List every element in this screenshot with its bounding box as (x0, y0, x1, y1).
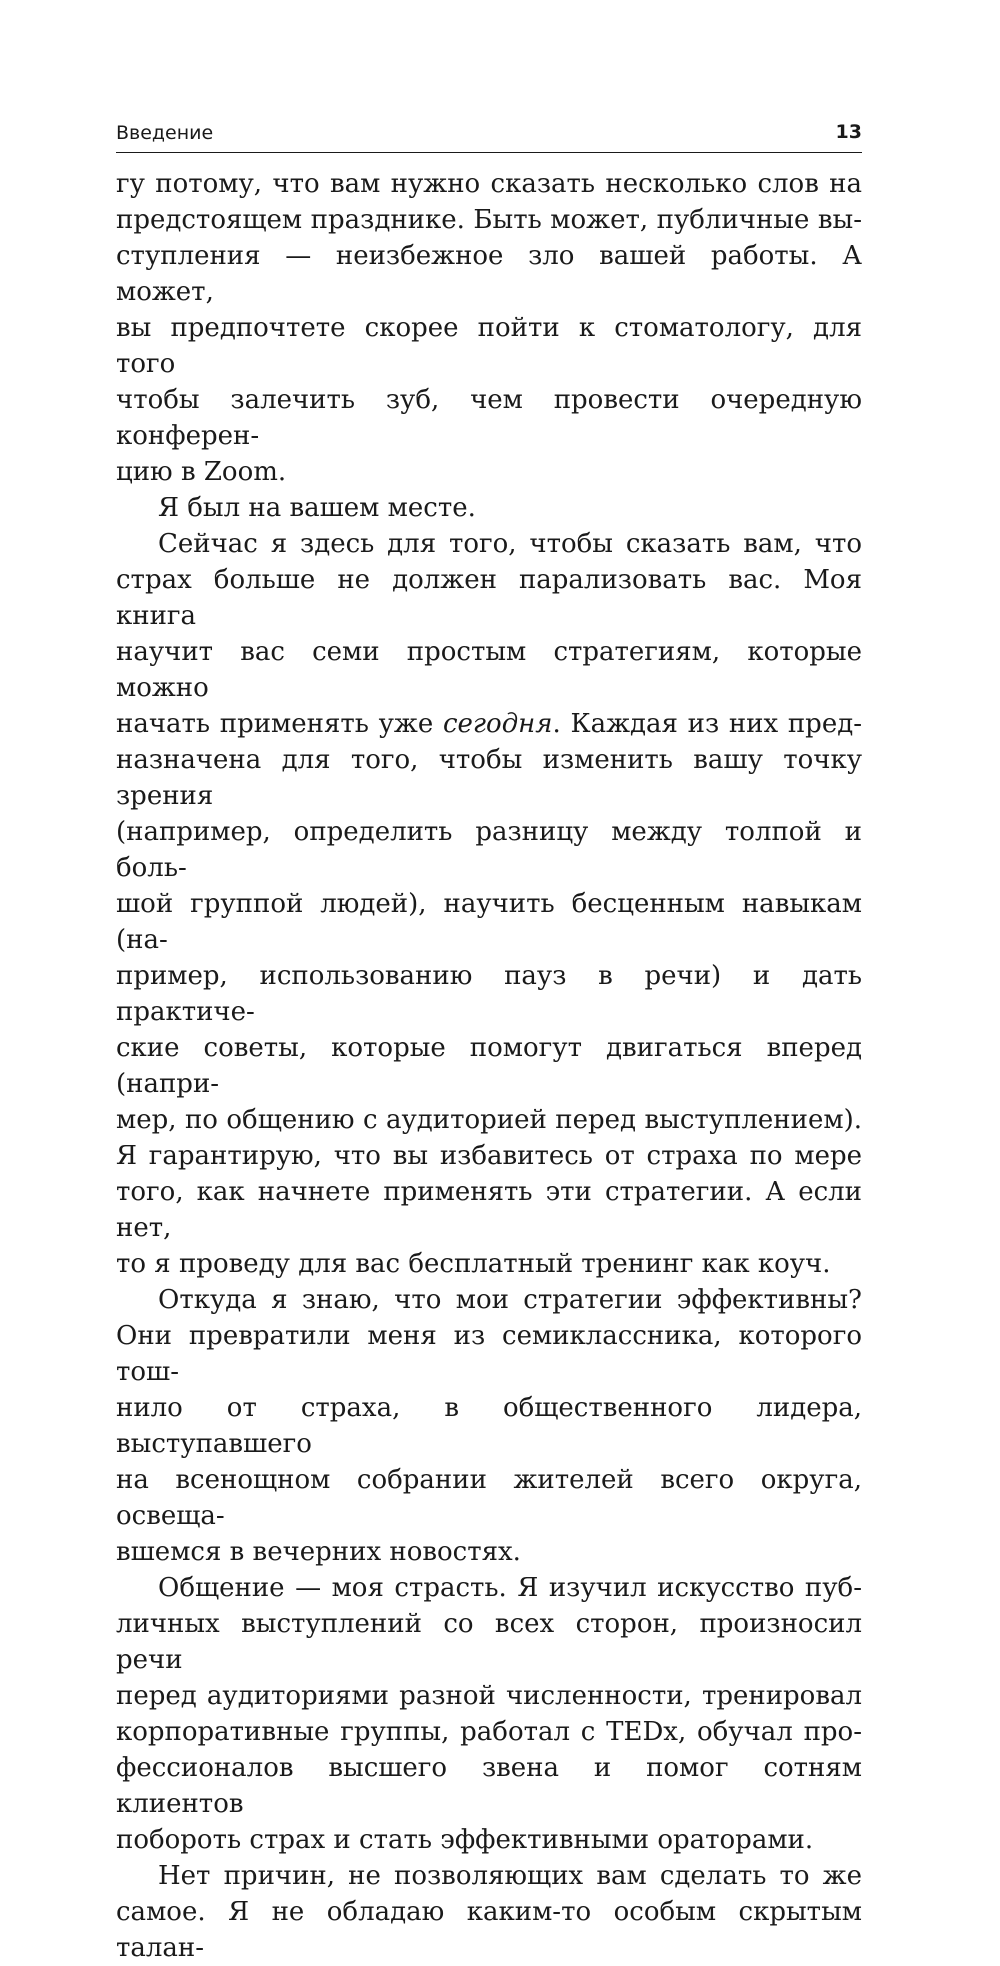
text-run: на всенощном собрании жителей всего округа, освеща- (116, 1465, 862, 1531)
text-run: страх больше не должен парализовать вас. Моя книга (116, 565, 862, 631)
text-line (116, 1678, 862, 1714)
text-run: пример, использованию пауз в речи) и дать практиче- (116, 961, 862, 1027)
text-line (116, 706, 862, 742)
text-run: перед аудиториями разной численности, тренировал (116, 1681, 862, 1711)
text-run: . Каждая из них пред- (552, 709, 863, 739)
running-header (116, 120, 862, 153)
text-line (116, 814, 862, 886)
text-line (116, 310, 862, 382)
text-line (116, 1534, 862, 1570)
text-line (116, 382, 862, 454)
text-line (116, 1246, 862, 1282)
text-run: начать применять уже (116, 709, 443, 739)
text-run: Нет причин, не позволяющих вам сделать то же (158, 1861, 862, 1891)
text-run: Откуда я знаю, что мои стратегии эффективны? (158, 1285, 862, 1315)
text-run: Я гарантирую, что вы избавитесь от страха по мере (116, 1141, 862, 1171)
text-run: ступления — неизбежное зло вашей работы. А может, (116, 241, 862, 307)
text-line (116, 1138, 862, 1174)
text-line (116, 1282, 862, 1318)
text-line (116, 1318, 862, 1390)
text-run: Общение — моя страсть. Я изучил искусство пуб- (158, 1573, 862, 1603)
text-line (116, 562, 862, 634)
text-line (116, 1606, 862, 1678)
text-line (116, 454, 862, 490)
text-run: того, как начнете применять эти стратегии. А если нет, (116, 1177, 862, 1243)
text-line (116, 1750, 862, 1822)
emphasis-text: сегодня (442, 709, 553, 739)
text-line (116, 238, 862, 310)
text-line (116, 1714, 862, 1750)
text-run: побороть страх и стать эффективными ораторами. (116, 1825, 814, 1855)
text-run: то я проведу для вас бесплатный тренинг как коуч. (116, 1249, 831, 1279)
text-run: корпоративные группы, работал с TEDx, обучал про- (116, 1717, 862, 1747)
text-run: вшемся в вечерних новостях. (116, 1537, 521, 1567)
text-run: (например, определить разницу между толпой и боль- (116, 817, 862, 883)
text-run: фессионалов высшего звена и помог сотням клиентов (116, 1753, 862, 1819)
text-run: предстоящем празднике. Быть может, публичные вы- (116, 205, 862, 235)
chapter-title: Введение (116, 122, 214, 144)
text-line (116, 490, 862, 526)
text-line (116, 1858, 862, 1894)
text-line (116, 1570, 862, 1606)
text-run: Они превратили меня из семиклассника, которого тош- (116, 1321, 862, 1387)
text-line (116, 634, 862, 706)
text-run: Сейчас я здесь для того, чтобы сказать вам, что (158, 529, 862, 559)
page-number: 13 (835, 121, 862, 143)
text-line (116, 202, 862, 238)
text-line (116, 958, 862, 1030)
text-line (116, 1030, 862, 1102)
text-line (116, 1390, 862, 1462)
text-run: Я был на вашем месте. (158, 493, 476, 523)
text-run: цию в Zoom. (116, 457, 287, 487)
text-line (116, 1822, 862, 1858)
text-run: назначена для того, чтобы изменить вашу точку зрения (116, 745, 862, 811)
text-run: личных выступлений со всех сторон, произносил речи (116, 1609, 862, 1675)
text-line (116, 1102, 862, 1138)
text-line (116, 1894, 862, 1966)
text-run: гу потому, что вам нужно сказать несколько слов на (116, 169, 862, 199)
text-run: вы предпочтете скорее пойти к стоматологу, для того (116, 313, 862, 379)
body-text (116, 166, 862, 1966)
text-line (116, 886, 862, 958)
text-run: самое. Я не обладаю каким-то особым скрытым талан- (116, 1897, 862, 1963)
text-run: чтобы залечить зуб, чем провести очередную конферен- (116, 385, 862, 451)
text-run: шой группой людей), научить бесценным навыкам (на- (116, 889, 862, 955)
text-line (116, 742, 862, 814)
text-run: ские советы, которые помогут двигаться вперед (напри- (116, 1033, 862, 1099)
text-run: нило от страха, в общественного лидера, выступавшего (116, 1393, 862, 1459)
text-line (116, 526, 862, 562)
text-line (116, 1462, 862, 1534)
text-run: научит вас семи простым стратегиям, которые можно (116, 637, 862, 703)
text-run: мер, по общению с аудиторией перед выступлением). (116, 1105, 862, 1135)
text-line (116, 166, 862, 202)
text-line (116, 1174, 862, 1246)
